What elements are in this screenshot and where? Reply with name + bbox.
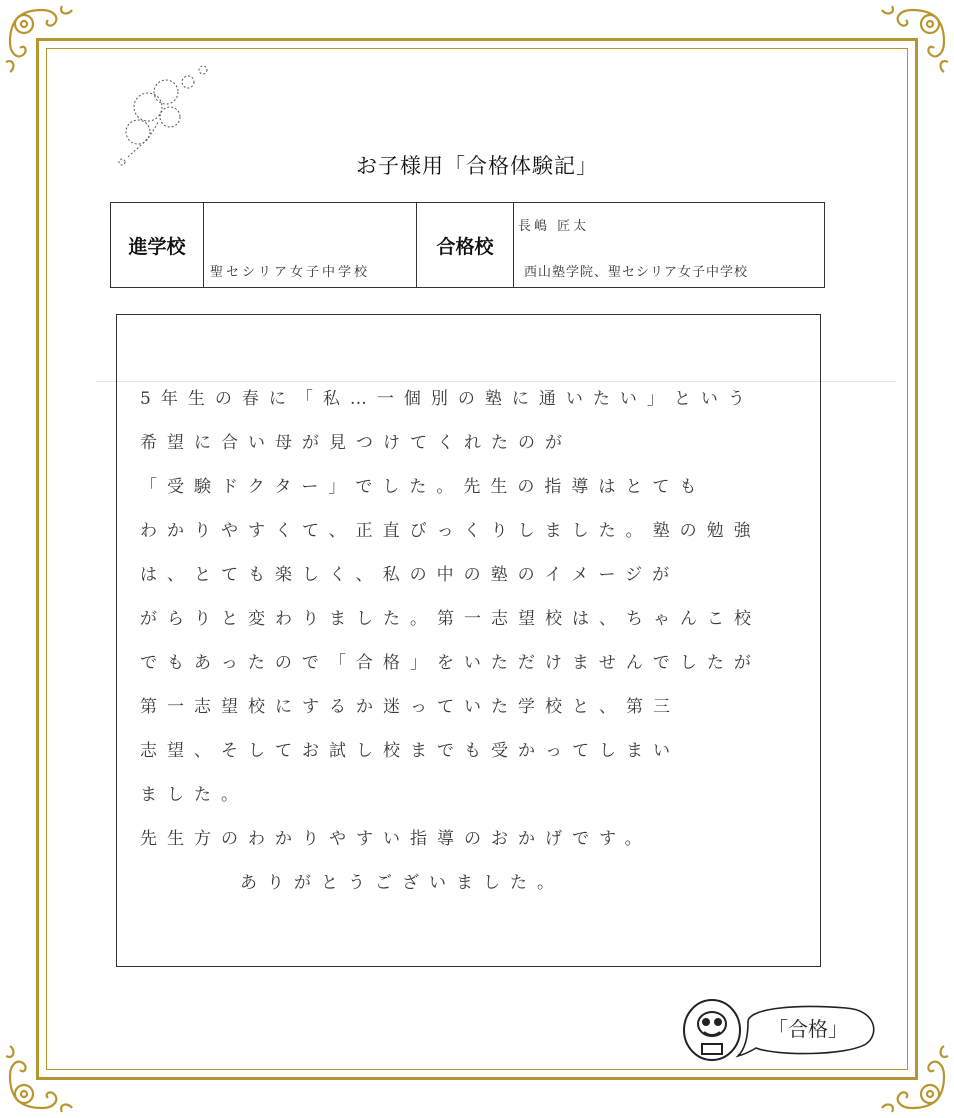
essay-line: は、とても楽しく、私の中の塾のイメージが — [140, 565, 680, 585]
passed-value: 西山塾学院、聖セシリア女子中学校 — [524, 265, 749, 280]
essay-line: がらりと変わりました。第一志望校は、ちゃんこ校 — [140, 609, 761, 629]
ornament-corner-bottom-left — [2, 1038, 80, 1116]
stamp-text: 「合格」 — [768, 1017, 848, 1041]
essay-line: 希望に合い母が見つけてくれたのが — [140, 433, 572, 453]
essay-line: 第一志望校にするか迷っていた学校と、第三 — [140, 697, 680, 717]
ornament-corner-top-right — [874, 2, 952, 80]
student-name: 長嶋 匠太 — [518, 219, 590, 234]
school-value-cell — [204, 203, 417, 288]
passed-value-cell — [514, 203, 825, 288]
page-title: お子様用「合格体験記」 — [356, 154, 598, 178]
daruma-pass-stamp — [676, 994, 886, 1064]
passed-label: 合格校 — [417, 203, 514, 288]
essay-line: わかりやすくて、正直びっくりしました。塾の勉強 — [140, 521, 761, 541]
essay-line: ありがとうございました。 — [240, 873, 564, 893]
essay-line: 志望、そしてお試し校までも受かってしまい — [140, 741, 680, 761]
essay-line: でもあったので「合格」をいただけませんでしたが — [140, 653, 761, 673]
school-label: 進学校 — [111, 203, 204, 288]
essay-line: 「受験ドクター」でした。先生の指導はとても — [140, 477, 707, 497]
essay-line: ました。 — [140, 785, 248, 805]
essay-line: 先生方のわかりやすい指導のおかげです。 — [140, 829, 652, 849]
school-value: 聖セシリア女子中学校 — [210, 265, 371, 280]
essay-line: 5年生の春に「私…一個別の塾に通いたい」という — [140, 389, 755, 409]
info-table — [110, 202, 825, 288]
daruma-icon — [684, 1000, 740, 1060]
ornament-corner-top-left — [2, 2, 80, 80]
